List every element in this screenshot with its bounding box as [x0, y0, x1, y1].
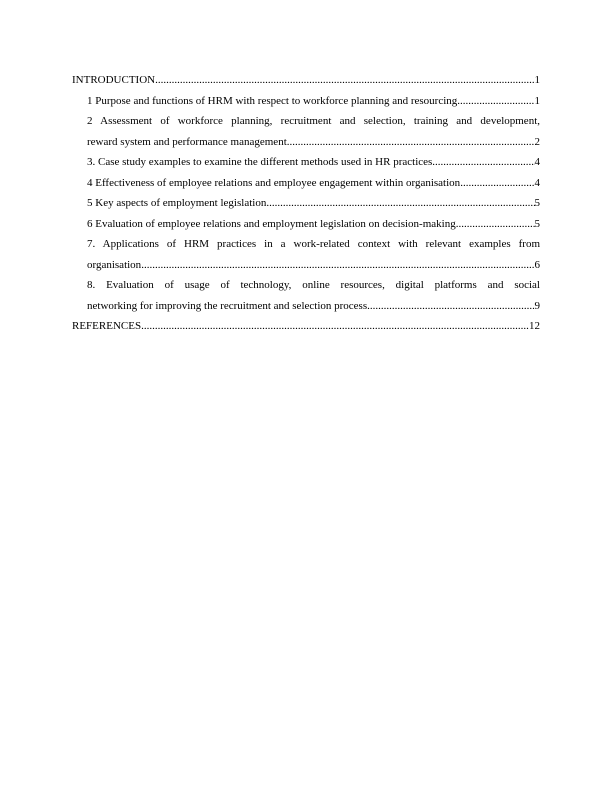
toc-entry-page-number: 5 [534, 217, 540, 230]
toc-entry-title-line-2: reward system and performance management [87, 135, 287, 148]
toc-entry-page-number: 4 [534, 156, 540, 168]
toc-entry-title: INTRODUCTION [72, 74, 156, 86]
dot-leader [287, 132, 535, 153]
toc-entry-5[interactable] [72, 193, 540, 214]
toc-entry-title-line-1: 8. Evaluation of usage of technology, online resources, digital platforms and social [87, 279, 540, 291]
dot-leader [367, 296, 534, 317]
toc-entry-page-number: 5 [534, 197, 540, 209]
toc-entry-2[interactable] [72, 111, 540, 152]
toc-entry-page-number: 2 [534, 135, 540, 148]
toc-entry-title-line-2: organisation [87, 258, 142, 271]
toc-entry-title-line-1: 2 Assessment of workforce planning, recruitment and selection, training and development, [87, 115, 540, 127]
toc-entry-page-number: 9 [534, 299, 540, 312]
toc-entry-page-number: 6 [534, 258, 540, 271]
dot-leader [141, 316, 529, 337]
table-of-contents [72, 70, 540, 337]
toc-entry-introduction[interactable] [72, 70, 540, 91]
toc-entry-title: 5 Key aspects of employment legislation [87, 197, 267, 209]
dot-leader [457, 91, 534, 112]
toc-entry-1[interactable] [72, 91, 540, 112]
toc-entry-page-number: 1 [534, 74, 540, 86]
toc-entry-6[interactable] [72, 214, 540, 235]
toc-entry-title: 3. Case study examples to examine the different methods used in HR practices [87, 156, 433, 168]
toc-entry-references[interactable] [72, 316, 540, 337]
dot-leader [456, 214, 535, 235]
toc-entry-page-number: 12 [529, 320, 540, 332]
toc-entry-title: 6 Evaluation of employee relations and employment legislation on decision-making [87, 217, 456, 230]
dot-leader [266, 193, 534, 214]
toc-entry-title: 1 Purpose and functions of HRM with respect to workforce planning and resourcing [87, 94, 458, 107]
toc-entry-title: REFERENCES [72, 320, 142, 332]
dot-leader [432, 152, 534, 173]
toc-entry-3[interactable] [72, 152, 540, 173]
toc-entry-page-number: 1 [534, 94, 540, 107]
dot-leader [155, 70, 534, 91]
dot-leader [460, 173, 534, 194]
toc-entry-7[interactable] [72, 234, 540, 275]
dot-leader [141, 255, 534, 276]
toc-entry-4[interactable] [72, 173, 540, 194]
toc-entry-8[interactable] [72, 275, 540, 316]
toc-entry-title-line-1: 7. Applications of HRM practices in a work-related context with relevant examples from [87, 238, 540, 250]
toc-entry-page-number: 4 [534, 176, 540, 189]
toc-entry-title: 4 Effectiveness of employee relations and employee engagement within organisation [87, 176, 461, 189]
toc-entry-title-line-2: networking for improving the recruitment and selection process [87, 299, 368, 312]
